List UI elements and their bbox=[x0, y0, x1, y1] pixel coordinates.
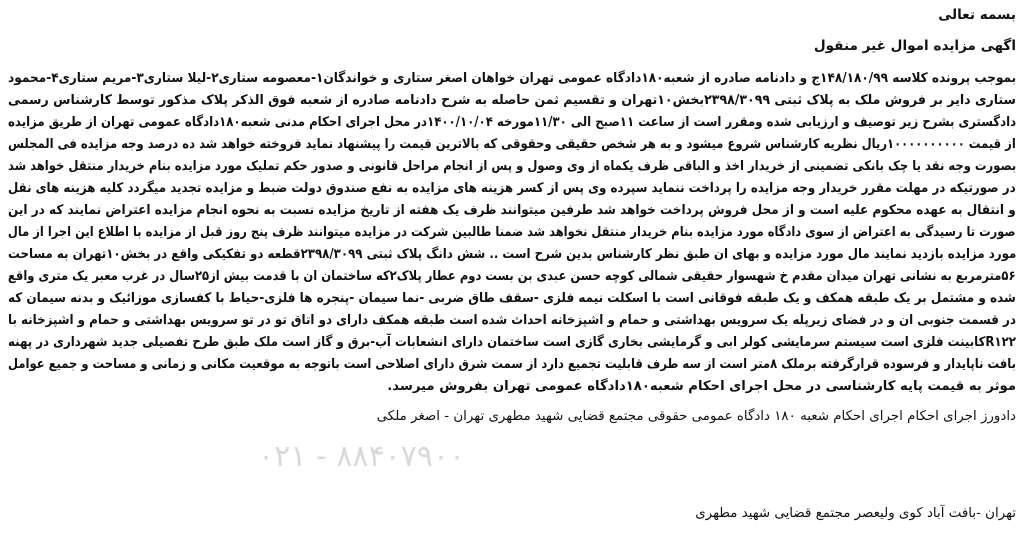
body-line: R۱۲۲کابینت فلزی است سیستم سرمایشی کولر ابی و گرمایشی بخاری گازی است ساختمان دارای انشعابات آب-برق و گاز است ملک طبق طرح تفصیلی جدید شهرداری در پهنه bbox=[8, 335, 1016, 350]
body-line: موثر به قیمت پایه کارشناسی در محل اجرای احکام شعبه۱۸۰دادگاه عمومی تهران بفروش میرسد. bbox=[387, 379, 1016, 394]
signature-line: دادورز اجرای احکام اجرای احکام شعبه ۱۸۰ دادگاه عمومی حقوقی مجتمع قضایی شهید مطهری تهران - اصغر ملکی bbox=[376, 409, 1016, 424]
body-line: در صورتیکه در مهلت مقرر خریدار وجه مزایده را پرداخت ننماید سپرده وی پس از کسر هزینه های مزایده به نفع صندوق دولت ضبط و مزایده تجدید میگردد کلیه هزینه های نقل bbox=[8, 181, 1016, 196]
body-line: بافت ناپایدار و فرسوده قرارگرفته برملک ۸متر است از سه طرف قابلیت تجمیع دارد از سمت شرق دارای اصلاحی است باتوجه به موقعیت مکانی و زمانی و مساحت و جمیع عوامل bbox=[8, 357, 1016, 372]
body-line: از قیمت ۱۰۰۰۰۰۰۰۰۰۰ریال نظریه کارشناس شروع میشود و به هر شخص حقیقی وحقوقی که بالاترین قیمت را پیشنهاد نماید فروخته خواهد شد ده درصد وجه مزایده فی المجلس bbox=[8, 137, 1016, 152]
body-line: صورت تا رسیدگی به اعتراض از سوی دادگاه مورد مزایده بنام خریدار منتقل نخواهد شد ضمنا طالبین شرکت در مزایده میتوانند ظرف پنج روز قبل از مزایده با اطلاع این اجرا از مال bbox=[8, 225, 1016, 240]
body-line: ۵۶مترمربع به نشانی تهران میدان مقدم خ شهسوار حقیقی شمالی کوچه حسن عبدی بن بست دوم عطار پلاک۲که ساختمان ان با قدمت بیش از۲۵سال در غرب معبر یک متری واقع bbox=[8, 269, 1016, 284]
body-line: بموجب پرونده کلاسه ۱۴۸/۱۸۰/۹۹ج و دادنامه صادره از شعبه۱۸۰دادگاه عمومی تهران خواهان اصغر ستاری و خواندگان۱-معصومه ستاری۲-لیلا ستاری۳-مریم ستاری۴-محمود bbox=[7, 71, 1016, 86]
body-line: ستاری دایر بر فروش ملک به پلاک ثبتی ۲۳۹۸/۳۰۹۹بخش۱۰تهران و تقسیم ثمن حاصله به شرح دادنامه صادره از شعبه فوق الذکر پلاک مذکور توسط کارشناس رسمی bbox=[8, 93, 1016, 108]
body-line: دادگستری بشرح زیر توصیف و ارزیابی شده ومقرر است از ساعت ۱۱صبح الی ۱۱/۳۰مورخه ۱۴۰۰/۱۰/۰۴در محل اجرای احکام مدنی شعبه۱۸۰دادگاه عمومی تهران از طریق مزایده bbox=[7, 115, 1016, 130]
body-line: در قسمت جنوبی ان و در فضای زیرپله یک سرویس بهداشتی و حمام و اشپزخانه احداث شده است طبقه همکف دارای دو اتاق تو در تو سرویس بهداشتی و حمام و اشپزخانه با bbox=[8, 313, 1016, 328]
phone-watermark: ۰۲۱ - ۸۸۴۰۷۹۰۰ bbox=[258, 439, 466, 474]
body-line: بصورت وجه نقد یا چک بانکی تضمینی از خریدار اخذ و الباقی ظرف یکماه از وی وصول و پس از انجام مراحل قانونی و صدور حکم تملیک مورد مزایده بنام خریدار منتقل خواهد شد bbox=[7, 159, 1016, 174]
body-line: و انتقال به عهده محکوم علیه است و از محل فروش پرداخت خواهد شد طرفین میتوانند ظرف یک هفته از تاریخ مزایده نسبت به نحوه انجام مزایده اعتراض نمایند که در این bbox=[8, 203, 1016, 218]
body-line: شده و مشتمل بر یک طبقه همکف و یک طبقه فوقانی است با اسکلت نیمه فلزی -سقف طاق ضربی -نما سیمان -پنجره ها فلزی-حیاط با کفسازی موزائیک و بدنه سیمان که bbox=[8, 291, 1016, 306]
address-line: تهران -بافت آباد کوی ولیعصر مجتمع قضایی شهید مطهری bbox=[695, 506, 1016, 521]
body-line: مورد مزایده بازدید نمایند مال مورد مزایده و بهای ان طبق نظر کارشناس بدین شرح است .. شش دانگ پلاک ثبتی ۲۳۹۸/۳۰۹۹قطعه دو تفکیکی واقع در بخش۱۰تهران به مساحت bbox=[7, 247, 1016, 262]
invocation-heading: بسمه تعالی bbox=[938, 7, 1016, 23]
notice-title: اگهی مزایده اموال غیر منقول bbox=[813, 38, 1016, 54]
